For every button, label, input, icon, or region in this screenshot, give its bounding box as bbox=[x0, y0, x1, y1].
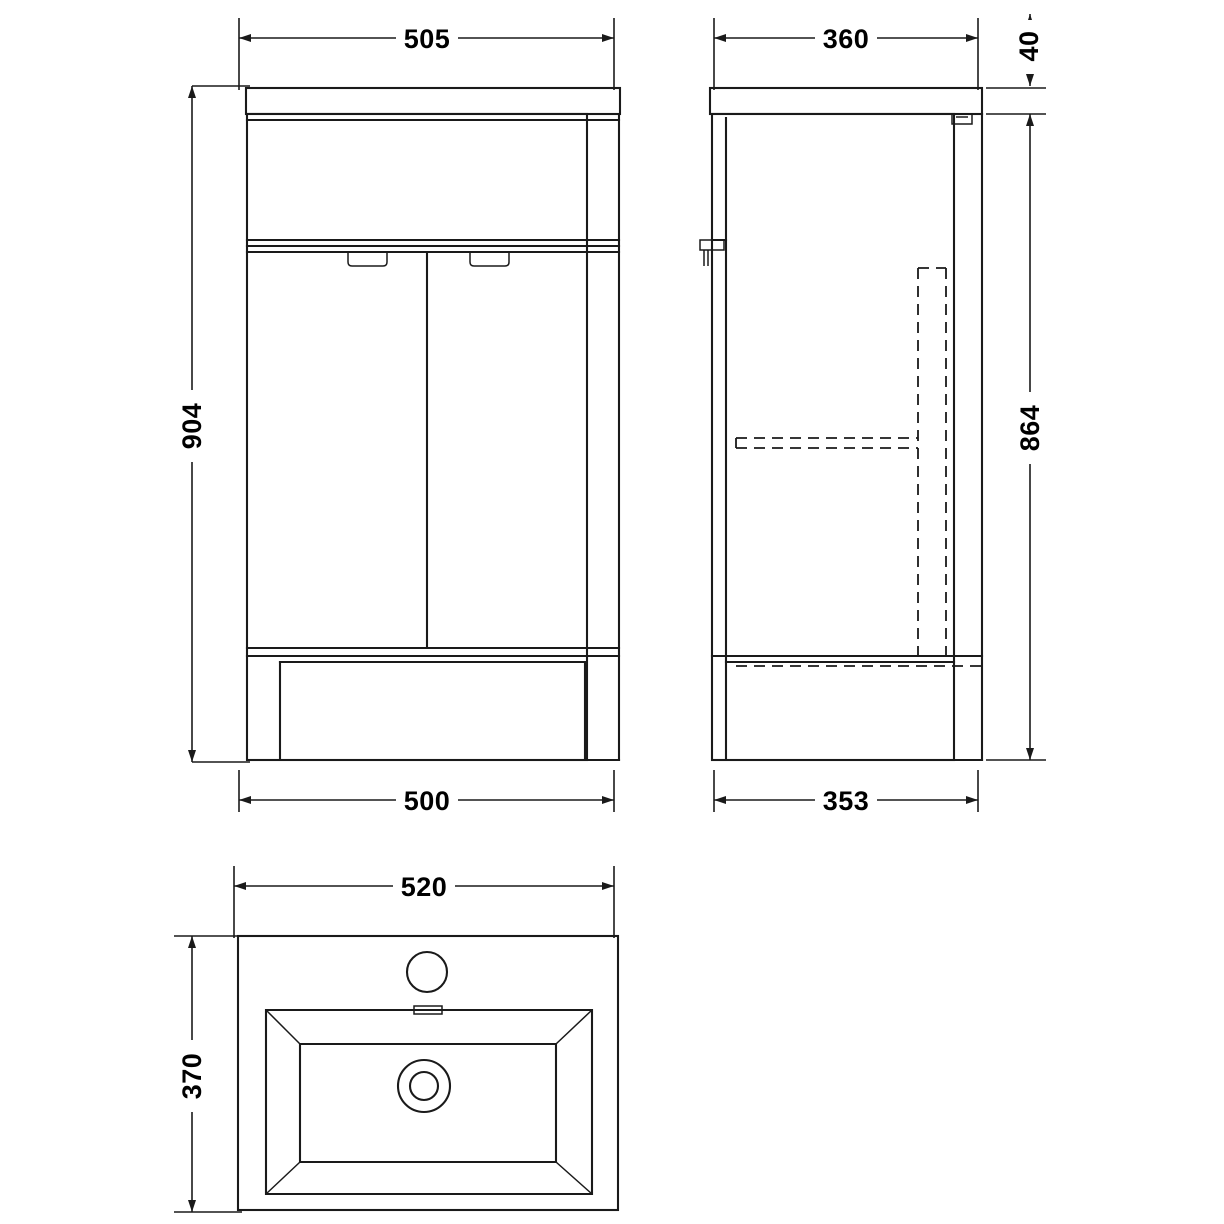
front-cabinet-body bbox=[247, 114, 587, 760]
dim-label-front-height: 904 bbox=[177, 402, 207, 450]
basin-plan-view bbox=[174, 866, 618, 1212]
dim-label-front-width-bottom: 500 bbox=[403, 786, 451, 816]
side-elevation-view bbox=[700, 14, 1046, 816]
dim-label-plan-depth: 370 bbox=[177, 1052, 207, 1100]
dim-label-side-height: 864 bbox=[1015, 404, 1045, 452]
dim-label-plan-width: 520 bbox=[400, 872, 448, 902]
front-elevation-view bbox=[176, 18, 620, 816]
dim-label-front-width-top: 505 bbox=[403, 24, 451, 54]
front-countertop bbox=[246, 88, 620, 114]
dim-label-side-top-thickness: 40 bbox=[1014, 30, 1044, 62]
side-countertop bbox=[710, 88, 982, 114]
dim-label-side-depth-bottom: 353 bbox=[822, 786, 870, 816]
dim-label-side-depth-top: 360 bbox=[822, 24, 870, 54]
